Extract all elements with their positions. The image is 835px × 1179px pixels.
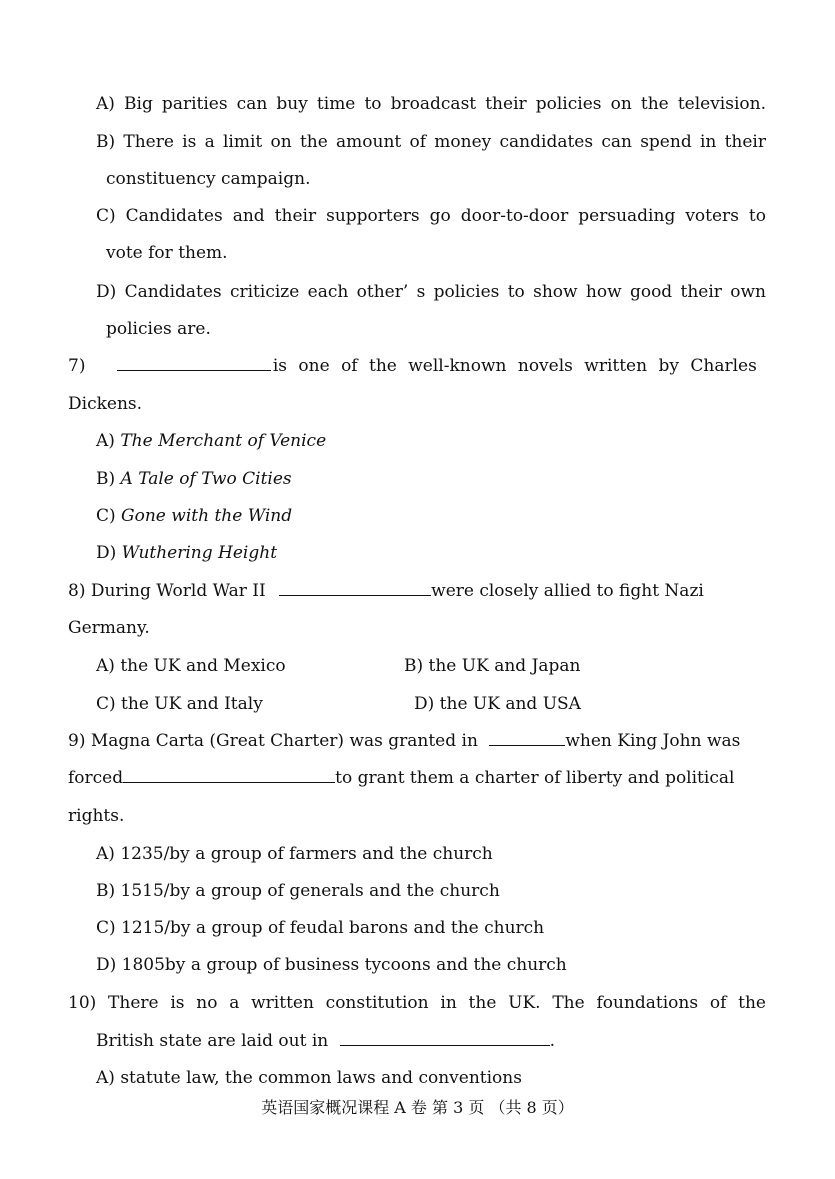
q7-number: 7) bbox=[68, 356, 86, 376]
q7-option-c bbox=[96, 505, 292, 527]
q10-answer-blank[interactable] bbox=[340, 1031, 550, 1046]
q7-stem bbox=[68, 355, 766, 377]
q7-stem-text: is one of the well-known novels written by Charles bbox=[272, 356, 757, 376]
q7-option-d bbox=[96, 542, 277, 564]
q6-option-b: B) There is a limit on the amount of money candidates can spend in their bbox=[96, 132, 766, 152]
page-footer: 英语国家概况课程 A 卷 第 3 页 （共 8 页） bbox=[261, 1098, 574, 1117]
q9-stem-text-d: to grant them a charter of liberty and political bbox=[335, 768, 735, 788]
q9-answer-blank-1[interactable] bbox=[489, 731, 565, 746]
q7-answer-blank[interactable] bbox=[117, 356, 271, 371]
q6-option-a: A) Big parities can buy time to broadcast their policies on the television. bbox=[96, 94, 766, 114]
q9-option-a: A) 1235/by a group of farmers and the church bbox=[96, 844, 493, 864]
q6-option-d-cont: policies are. bbox=[106, 319, 211, 339]
q8-stem bbox=[68, 580, 766, 602]
q9-stem bbox=[68, 730, 766, 752]
q9-stem-text-a: 9) Magna Carta (Great Charter) was granted in bbox=[68, 731, 478, 751]
q8-option-c: C) the UK and Italy bbox=[96, 694, 263, 714]
q7-option-c-title: Gone with the Wind bbox=[121, 506, 293, 526]
q6-option-b-cont: constituency campaign. bbox=[106, 169, 311, 189]
q9-option-b: B) 1515/by a group of generals and the church bbox=[96, 881, 500, 901]
q8-option-d: D) the UK and USA bbox=[414, 694, 581, 714]
q7-stem-cont: Dickens. bbox=[68, 394, 143, 414]
q7-option-b-title: A Tale of Two Cities bbox=[120, 469, 292, 489]
q8-option-a: A) the UK and Mexico bbox=[96, 656, 286, 676]
q7-option-c-label: C) bbox=[96, 506, 116, 526]
q7-option-b-label: B) bbox=[96, 469, 116, 489]
q7-option-a-label: A) bbox=[96, 431, 115, 451]
q10-stem-text-b: British state are laid out in bbox=[96, 1031, 329, 1051]
q8-option-b: B) the UK and Japan bbox=[404, 656, 581, 676]
q7-option-d-label: D) bbox=[96, 543, 117, 563]
q8-stem-text-b: were closely allied to fight Nazi bbox=[431, 581, 704, 601]
q7-option-d-title: Wuthering Height bbox=[121, 543, 278, 563]
q9-answer-blank-2[interactable] bbox=[123, 768, 335, 783]
q10-stem-line-2 bbox=[96, 1030, 555, 1052]
q9-option-d: D) 1805by a group of business tycoons and the church bbox=[96, 955, 567, 975]
q10-option-a: A) statute law, the common laws and conventions bbox=[96, 1068, 522, 1088]
q7-option-a-title: The Merchant of Venice bbox=[120, 431, 327, 451]
q8-stem-cont: Germany. bbox=[68, 618, 150, 638]
q7-option-b bbox=[96, 468, 292, 490]
q6-option-c: C) Candidates and their supporters go door-to-door persuading voters to bbox=[96, 206, 766, 226]
q10-stem-text-c: . bbox=[549, 1031, 556, 1051]
q9-stem-text-c: forced bbox=[68, 768, 124, 788]
q7-option-a bbox=[96, 430, 326, 452]
q6-option-c-cont: vote for them. bbox=[106, 243, 228, 263]
q8-answer-blank[interactable] bbox=[279, 581, 431, 596]
q9-stem-text-b: when King John was bbox=[565, 731, 741, 751]
q9-stem-cont: rights. bbox=[68, 806, 125, 826]
q6-option-d: D) Candidates criticize each other’ s policies to show how good their own bbox=[96, 282, 766, 302]
q9-stem-line-2 bbox=[68, 767, 766, 789]
q8-stem-text-a: 8) During World War II bbox=[68, 581, 266, 601]
q9-option-c: C) 1215/by a group of feudal barons and the church bbox=[96, 918, 545, 938]
q10-stem: 10) There is no a written constitution in the UK. The foundations of the bbox=[68, 993, 766, 1013]
